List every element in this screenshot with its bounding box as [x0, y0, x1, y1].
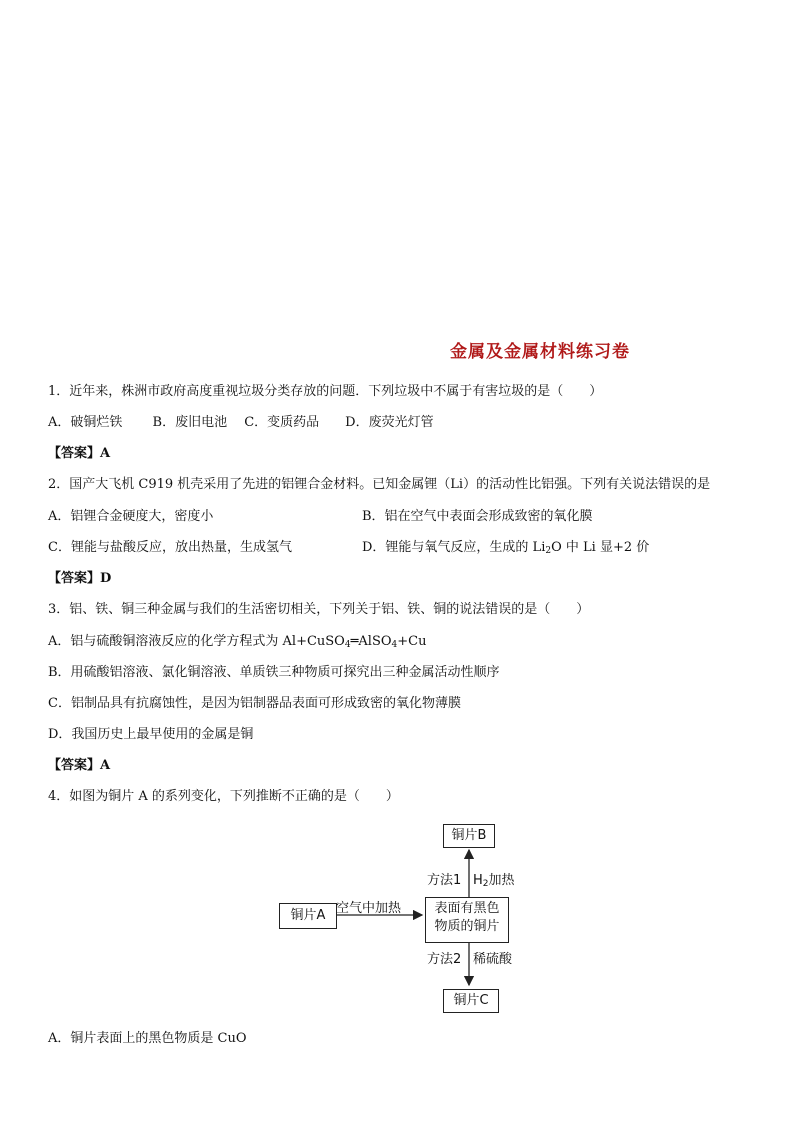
copper-reaction-diagram [270, 815, 540, 1020]
blackened-copper-line-1: 表面有黑色 [434, 901, 500, 916]
question-3-option-c: C．铝制品具有抗腐蚀性，是因为铝制器品表面可形成致密的氧化物薄膜 [48, 696, 461, 711]
question-1-stem: 1．近年来，株洲市政府高度重视垃圾分类存放的问题．下列垃圾中不属于有害垃圾的是（ ） [48, 384, 603, 399]
question-1-options: A．破铜烂铁 B．废旧电池 C．变质药品 D．废荧光灯管 [48, 415, 434, 430]
blackened-copper-box [425, 897, 509, 943]
question-2-answer: 【答案】D [48, 571, 112, 586]
question-4-stem: 4．如图为铜片 A 的系列变化，下列推断不正确的是（ ） [48, 789, 399, 804]
method-2-reagent: 稀硫酸 [473, 952, 513, 967]
question-2-option-a: A．铝锂合金硬度大，密度小 [48, 509, 214, 524]
blackened-copper-line-2: 物质的铜片 [434, 919, 500, 934]
question-3-option-a: A．铝与硫酸铜溶液反应的化学方程式为 Al+CuSO$_4$═AlSO$_4$+Cu [48, 634, 427, 650]
question-2-option-c: C．锂能与盐酸反应，放出热量，生成氢气 [48, 540, 292, 555]
question-2-option-d: D．锂能与氧气反应，生成的 $Li_2O$ 中 Li 显+2 价 [362, 540, 650, 556]
copper-c-box: 铜片C [443, 989, 499, 1013]
question-3-option-d: D．我国历史上最早使用的金属是铜 [48, 727, 254, 742]
question-2-option-b: B．铝在空气中表面会形成致密的氧化膜 [362, 509, 593, 524]
question-1-answer: 【答案】A [48, 446, 111, 461]
method-1-label: 方法1 [427, 873, 462, 888]
question-3-answer: 【答案】A [48, 758, 111, 773]
method-2-label: 方法2 [427, 952, 462, 967]
method-1-reagent: $H_2$加热 [473, 873, 515, 889]
question-3-stem: 3．铝、铁、铜三种金属与我们的生活密切相关，下列关于铝、铁、铜的说法错误的是（ ） [48, 602, 590, 617]
question-4-option-a: A．铜片表面上的黑色物质是 CuO [48, 1031, 247, 1046]
question-3-option-b: B．用硫酸铝溶液、氯化铜溶液、单质铁三种物质可探究出三种金属活动性顺序 [48, 665, 500, 680]
copper-b-box: 铜片B [443, 824, 495, 848]
heat-in-air-label: 空气中加热 [336, 901, 402, 916]
page-title: 金属及金属材料练习卷 [450, 342, 630, 362]
question-2-stem: 2．国产大飞机 C919 机壳采用了先进的铝锂合金材料。已知金属锂（Li）的活动性比铝强。下列有关说法错误的是 [48, 477, 711, 492]
copper-a-box: 铜片A [279, 903, 337, 929]
